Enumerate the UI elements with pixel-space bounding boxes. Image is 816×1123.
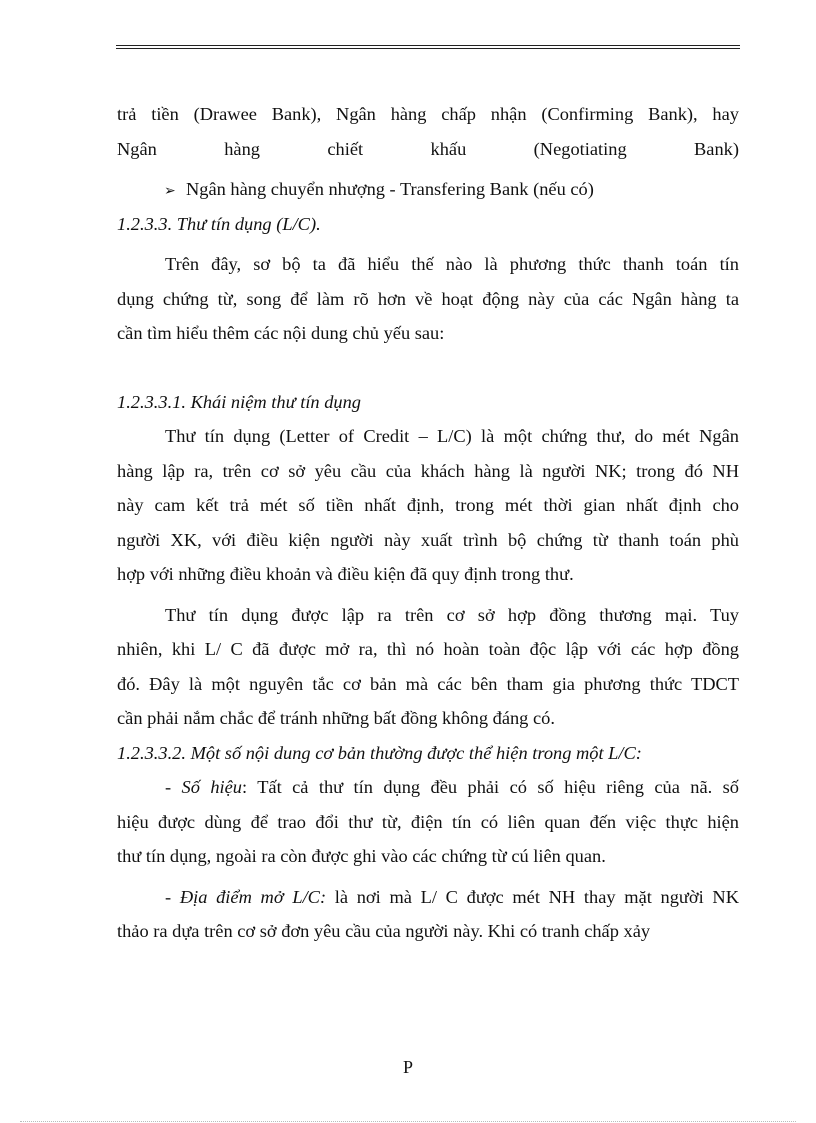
paragraph-line: Trên đây, sơ bộ ta đã hiểu thế nào là phương thức thanh toán tín <box>165 254 739 274</box>
paragraph-line: cần tìm hiểu thêm các nội dung chủ yếu sau: <box>117 323 445 343</box>
page-body <box>117 97 739 949</box>
paragraph-line: thư tín dụng, ngoài ra còn được ghi vào các chứng từ cú liên quan. <box>117 846 606 866</box>
paragraph-line: Thư tín dụng (Letter of Credit – L/C) là một chứng thư, do mét Ngân <box>165 426 739 446</box>
paragraph-line: này cam kết trả mét số tiền nhất định, trong mét thời gian nhất định cho <box>117 495 739 515</box>
paragraph-line: Thư tín dụng được lập ra trên cơ sở hợp đồng thương mại. Tuy <box>165 604 739 625</box>
term-text: là nơi mà L/ C được mét NH thay mặt người NK <box>326 886 739 907</box>
paragraph-line: cần phải nắm chắc để tránh những bất đồng không đáng có. <box>117 708 555 728</box>
paragraph-line <box>117 770 739 805</box>
arrow-bullet-icon: ➢ <box>164 183 176 199</box>
list-dash: - <box>165 777 182 797</box>
paragraph-line: trả tiền (Drawee Bank), Ngân hàng chấp nhận (Confirming Bank), hay <box>117 104 739 124</box>
header-rule-line <box>116 48 740 49</box>
paragraph-line <box>117 880 739 915</box>
bullet-item <box>117 172 739 207</box>
term-text: : Tất cả thư tín dụng đều phải có số hiệu riêng của nã. số <box>242 777 739 797</box>
list-dash: - <box>165 886 180 907</box>
paragraph-line: thảo ra dựa trên cơ sở đơn yêu cầu của người này. Khi có tranh chấp xảy <box>117 921 651 941</box>
section-heading: 1.2.3.3.1. Khái niệm thư tín dụng <box>117 391 361 412</box>
paragraph-line: đó. Đây là một nguyên tắc cơ bản mà các bên tham gia phương thức TDCT <box>117 673 739 694</box>
paragraph-line: nhiên, khi L/ C đã được mở ra, thì nó hoàn toàn độc lập với các hợp đồng <box>117 639 739 659</box>
page-footer-marker: P <box>402 1057 413 1077</box>
bullet-text: Ngân hàng chuyển nhượng - Transfering Bank (nếu có) <box>186 179 594 199</box>
section-heading: 1.2.3.3.2. Một số nội dung cơ bản thường được thể hiện trong một L/C: <box>117 742 642 763</box>
paragraph-line: dụng chứng từ, song để làm rõ hơn về hoạt động này của các Ngân hàng ta <box>117 288 739 309</box>
paragraph-line: hợp với những điều khoản và điều kiện đã quy định trong thư. <box>117 564 574 584</box>
paragraph-line: Ngân hàng chiết khấu (Negotiating Bank) <box>117 138 739 159</box>
paragraph-line: hàng lập ra, trên cơ sở yêu cầu của khách hàng là người NK; trong đó NH <box>117 460 739 481</box>
header-rule <box>116 45 740 50</box>
header-rule-line <box>116 45 740 46</box>
term-label: Địa điểm mở L/C: <box>179 886 327 907</box>
page-bottom-border <box>20 1121 796 1122</box>
paragraph-line: hiệu được dùng để trao đổi thư từ, điện tín có liên quan đến việc thực hiện <box>117 811 739 832</box>
paragraph-line: người XK, với điều kiện người này xuất trình bộ chứng từ thanh toán phù <box>117 529 739 550</box>
term-label: Số hiệu <box>181 777 243 797</box>
section-heading: 1.2.3.3. Thư tín dụng (L/C). <box>117 213 321 234</box>
